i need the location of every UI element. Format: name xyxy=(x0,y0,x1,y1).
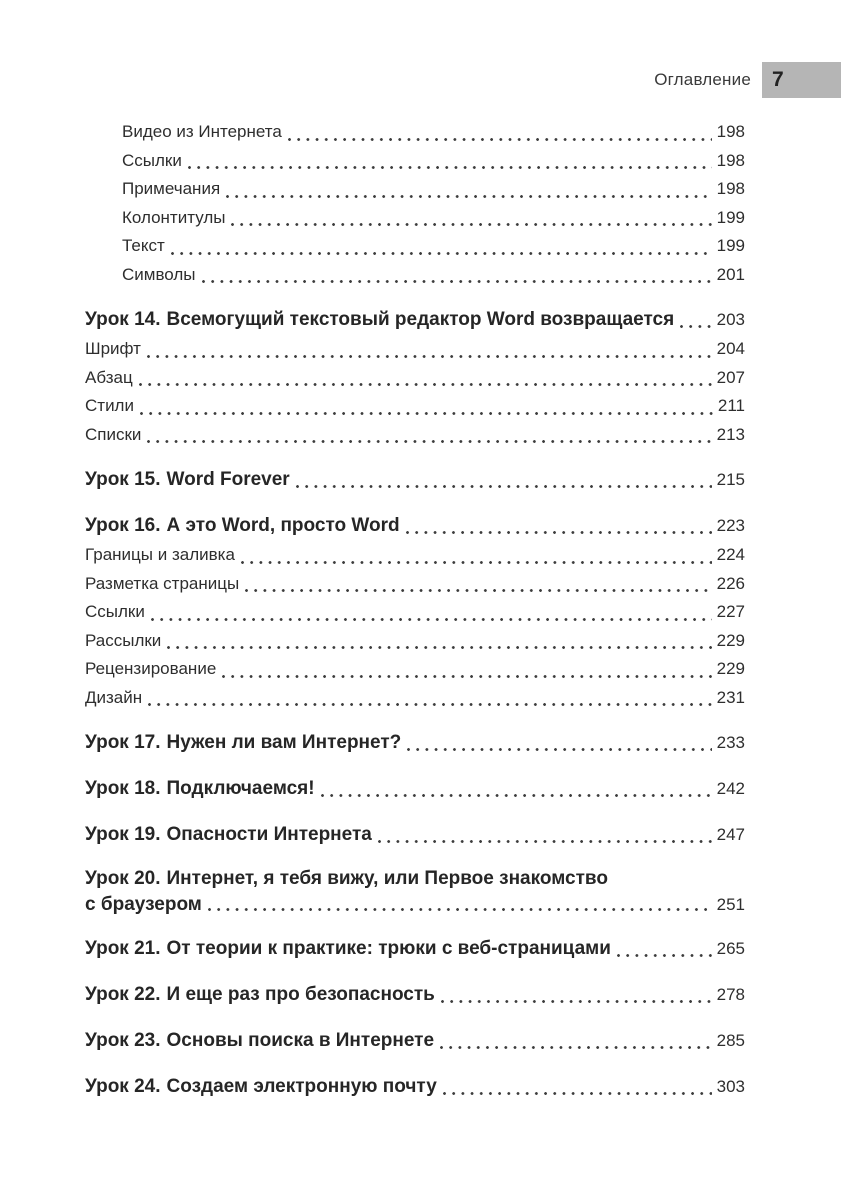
toc-entry xyxy=(85,570,745,599)
toc-leader-dots xyxy=(378,840,712,843)
toc-leader-dots xyxy=(171,252,712,255)
toc-entry-prefix: Урок 18. xyxy=(85,778,161,799)
toc-entry-title: Интернет, я тебя вижу, или Первое знакомство xyxy=(166,868,608,889)
toc-entry-page: 265 xyxy=(716,939,745,958)
toc-entry xyxy=(85,147,745,176)
toc-entry-title: Колонтитулы xyxy=(122,207,226,227)
toc-entry xyxy=(85,627,745,656)
toc xyxy=(85,118,745,1102)
toc-entry xyxy=(85,866,745,892)
toc-entry-page: 285 xyxy=(716,1031,745,1050)
toc-entry-prefix: Урок 22. xyxy=(85,984,161,1005)
toc-entry-page: 229 xyxy=(716,630,745,650)
toc-entry xyxy=(85,1026,745,1056)
toc-entry-title: А это Word, просто Word xyxy=(166,515,400,536)
toc-leader-dots xyxy=(440,1046,712,1049)
toc-leader-dots xyxy=(140,412,713,415)
toc-entry xyxy=(85,511,745,541)
toc-entry-title: Основы поиска в Интернете xyxy=(166,1030,435,1051)
toc-entry-page: 204 xyxy=(716,339,745,358)
toc-entry-prefix: Урок 24. xyxy=(85,1076,161,1097)
running-header-title: Оглавление xyxy=(654,70,751,89)
toc-entry xyxy=(85,261,745,290)
toc-entry xyxy=(85,598,745,627)
toc-entry-page: 201 xyxy=(716,264,745,284)
toc-entry xyxy=(85,684,745,713)
toc-entry-page: 226 xyxy=(716,573,745,593)
toc-leader-dots xyxy=(296,485,712,488)
toc-entry-page: 251 xyxy=(716,895,745,914)
toc-entry xyxy=(85,934,745,964)
toc-leader-dots xyxy=(226,195,711,198)
toc-entry-title: Разметка страницы xyxy=(85,573,240,593)
toc-entry-prefix: Урок 14. xyxy=(85,309,161,330)
toc-entry-page: 229 xyxy=(716,659,745,678)
toc-entry-title: Рецензирование xyxy=(85,659,217,678)
page-number: 7 xyxy=(772,68,784,91)
toc-leader-dots xyxy=(406,531,712,534)
toc-entry-page: 278 xyxy=(716,985,745,1004)
toc-entry-page: 213 xyxy=(716,424,745,444)
toc-entry-title: От теории к практике: трюки с веб-страницами xyxy=(166,938,611,959)
toc-entry-title: Рассылки xyxy=(85,630,162,650)
toc-entry-page: 198 xyxy=(716,150,745,170)
toc-entry xyxy=(85,980,745,1010)
toc-entry-page: 198 xyxy=(716,179,745,198)
toc-entry-title: Примечания xyxy=(122,179,221,198)
toc-entry-title: Создаем электронную почту xyxy=(166,1076,437,1097)
toc-entry xyxy=(85,305,745,335)
toc-leader-dots xyxy=(441,1000,712,1003)
toc-leader-dots xyxy=(288,138,712,141)
toc-entry-page: 242 xyxy=(716,779,745,798)
toc-entry xyxy=(85,820,745,850)
toc-leader-dots xyxy=(407,748,711,751)
toc-leader-dots xyxy=(241,561,712,564)
toc-leader-dots xyxy=(148,703,711,706)
toc-leader-dots xyxy=(222,675,711,678)
toc-entry-title: Дизайн xyxy=(85,687,143,707)
toc-entry-page: 215 xyxy=(716,470,745,489)
toc-leader-dots xyxy=(188,166,712,169)
toc-entry xyxy=(85,118,745,147)
toc-entry xyxy=(85,175,745,204)
toc-entry-page: 207 xyxy=(716,367,745,387)
toc-entry-title: И еще раз про безопасность xyxy=(166,984,435,1005)
toc-entry-prefix: Урок 21. xyxy=(85,938,161,959)
toc-leader-dots xyxy=(147,440,711,443)
toc-entry-title: Word Forever xyxy=(166,469,290,490)
toc-entry xyxy=(85,335,745,364)
toc-entry-page: 303 xyxy=(716,1077,745,1096)
toc-entry xyxy=(85,392,745,421)
toc-leader-dots xyxy=(245,589,711,592)
toc-entry-prefix: Урок 17. xyxy=(85,732,161,753)
toc-entry xyxy=(85,232,745,261)
toc-entry xyxy=(85,728,745,758)
toc-leader-dots xyxy=(147,355,712,358)
toc-leader-dots xyxy=(208,908,712,911)
toc-entry-title: Ссылки xyxy=(85,602,145,621)
toc-entry xyxy=(85,364,745,393)
toc-entry xyxy=(85,465,745,495)
toc-entry-title: Видео из Интернета xyxy=(122,122,282,141)
toc-entry-page: 203 xyxy=(716,310,745,329)
toc-entry-title: Опасности Интернета xyxy=(166,824,372,845)
toc-leader-dots xyxy=(202,280,712,283)
toc-entry-title: Нужен ли вам Интернет? xyxy=(166,732,402,753)
toc-entry xyxy=(85,774,745,804)
toc-leader-dots xyxy=(321,794,712,797)
toc-entry-page: 199 xyxy=(716,236,745,255)
toc-entry-title: Списки xyxy=(85,424,142,444)
toc-entry-title: с браузером xyxy=(85,894,202,915)
toc-entry-prefix: Урок 23. xyxy=(85,1030,161,1051)
toc-leader-dots xyxy=(231,223,711,226)
toc-entry-prefix: Урок 16. xyxy=(85,515,161,536)
toc-entry-title: Границы и заливка xyxy=(85,545,235,564)
toc-entry-page: 223 xyxy=(716,516,745,535)
toc-entry-continuation xyxy=(85,892,745,918)
toc-leader-dots xyxy=(680,325,711,328)
toc-leader-dots xyxy=(443,1092,712,1095)
toc-entry-page: 198 xyxy=(716,122,745,141)
toc-entry-title: Текст xyxy=(122,236,165,255)
toc-entry-page: 231 xyxy=(716,687,745,707)
toc-entry-prefix: Урок 15. xyxy=(85,469,161,490)
toc-entry-title: Ссылки xyxy=(122,150,182,170)
toc-entry xyxy=(85,1072,745,1102)
page-number-box xyxy=(762,62,841,98)
toc-entry-page: 227 xyxy=(716,602,745,621)
toc-entry-page: 199 xyxy=(716,207,745,227)
toc-entry-prefix: Урок 20. xyxy=(85,868,161,889)
toc-leader-dots xyxy=(167,646,711,649)
toc-entry-page: 211 xyxy=(717,396,745,415)
toc-entry-page: 233 xyxy=(716,733,745,752)
toc-entry-title: Всемогущий текстовый редактор Word возвращается xyxy=(166,309,675,330)
toc-entry-page: 247 xyxy=(716,825,745,844)
toc-entry xyxy=(85,421,745,450)
toc-entry-title: Стили xyxy=(85,396,134,415)
toc-leader-dots xyxy=(617,954,712,957)
toc-entry-title: Абзац xyxy=(85,367,133,387)
toc-entry xyxy=(85,204,745,233)
toc-entry-page: 224 xyxy=(716,545,745,564)
toc-entry xyxy=(85,541,745,570)
toc-entry-title: Подключаемся! xyxy=(166,778,315,799)
toc-leader-dots xyxy=(151,618,712,621)
toc-entry-title: Символы xyxy=(122,264,196,284)
toc-entry-title: Шрифт xyxy=(85,339,141,358)
toc-entry xyxy=(85,655,745,684)
running-header xyxy=(0,62,841,98)
toc-entry-prefix: Урок 19. xyxy=(85,824,161,845)
toc-leader-dots xyxy=(139,383,712,386)
